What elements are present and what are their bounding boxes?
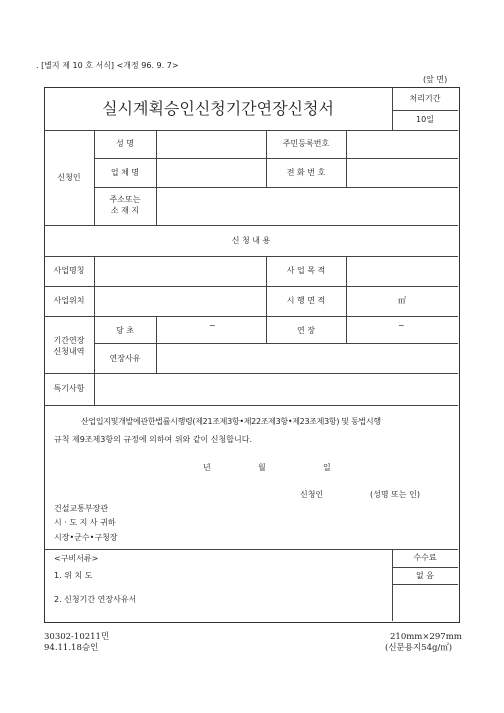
area-label: 시 행 면 적 <box>286 296 326 305</box>
rule <box>94 130 95 225</box>
rule <box>392 584 458 585</box>
remarks-label: 특기사항 <box>53 384 85 393</box>
form-number: . [별지 제 10 호 서식] <개정 96. 9. 7> <box>36 61 179 70</box>
approval-date: 94.11.18승인 <box>44 643 99 653</box>
rule <box>44 286 458 287</box>
addressee-governor: 시 · 도 지 사 귀하 <box>54 518 116 527</box>
project-purpose-field[interactable] <box>348 258 456 284</box>
extension-period-separator: ~ <box>398 321 405 330</box>
date-day-label: 일 <box>323 463 331 472</box>
request-content-header: 신 청 내 용 <box>231 236 271 245</box>
rule <box>392 567 458 568</box>
paper-size: 210mm×297mm <box>390 632 462 642</box>
paper-type: (신문용지54g/㎡) <box>385 643 453 653</box>
required-document-1: 1. 위 치 도 <box>54 571 93 580</box>
date-year-label: 년 <box>203 463 211 472</box>
rule <box>44 130 458 131</box>
rule <box>392 549 393 621</box>
area-unit: ㎡ <box>398 296 406 305</box>
extension-section-label-line2: 신청내역 <box>53 347 85 356</box>
extension-section-label-line1: 기간연장 <box>53 336 85 345</box>
signer-label: 신청인 <box>300 490 324 499</box>
rule <box>44 549 458 550</box>
project-name-label: 사업명칭 <box>53 266 85 275</box>
statement-line2: 규칙 제9조제3항의 규정에 의하여 위와 같이 신청합니다. <box>54 435 252 444</box>
date-month-label: 월 <box>258 463 266 472</box>
rule <box>94 343 458 344</box>
rule <box>94 256 95 405</box>
remarks-field[interactable] <box>96 375 456 403</box>
address-label-line1: 주소또는 <box>109 195 141 204</box>
address-field[interactable] <box>158 189 456 223</box>
rule <box>94 187 458 188</box>
statement-line1: 산업입지및개발에관한법률시행령(제21조제3항•제22조제3항•제23조제3항) 및 동법시행 <box>81 417 381 426</box>
rule <box>156 316 157 373</box>
applicant-section-label: 신청인 <box>57 173 81 182</box>
original-period-label: 당 초 <box>116 326 134 335</box>
addressee-minister: 건설교통부장관 <box>54 504 109 513</box>
rule <box>44 373 458 374</box>
signer-note: (성명 또는 인) <box>370 490 420 499</box>
business-name-label: 업 체 명 <box>110 168 140 177</box>
resident-number-field[interactable] <box>348 132 456 156</box>
rule <box>156 130 157 225</box>
rule <box>44 405 458 406</box>
required-document-2: 2. 신청기간 연장사유서 <box>54 595 137 604</box>
fee-label: 수수료 <box>413 553 437 562</box>
processing-period-label: 처리기간 <box>409 94 441 103</box>
rule <box>44 256 458 257</box>
front-side-label: (앞 면) <box>423 75 448 84</box>
rule <box>266 130 267 187</box>
form-title: 실시계획승인신청기간연장신청서 <box>102 99 334 118</box>
rule <box>44 316 458 317</box>
extension-period-label: 연 장 <box>297 326 315 335</box>
rule <box>94 158 458 159</box>
resident-number-label: 주민등록번호 <box>282 139 330 148</box>
name-label: 성 명 <box>116 139 134 148</box>
fee-value: 없 음 <box>416 571 434 580</box>
rule <box>346 256 347 343</box>
form-code: 30302-10211민 <box>44 632 110 642</box>
phone-label: 전 화 번 호 <box>286 168 326 177</box>
rule <box>392 110 458 111</box>
project-name-field[interactable] <box>96 258 264 284</box>
rule <box>346 130 347 187</box>
address-label-line2: 소 재 지 <box>110 206 140 215</box>
project-purpose-label: 사 업 목 적 <box>286 266 326 275</box>
name-field[interactable] <box>158 132 264 156</box>
original-period-separator: ~ <box>209 321 216 330</box>
rule <box>44 225 458 226</box>
processing-period-value: 10일 <box>416 115 434 124</box>
addressee-mayor: 시장•군수•구청장 <box>54 533 118 542</box>
required-documents-header: <구비서류> <box>54 554 99 563</box>
project-location-label: 사업위치 <box>53 296 85 305</box>
project-location-field[interactable] <box>96 288 264 314</box>
rule <box>392 87 393 130</box>
extension-reason-field[interactable] <box>158 345 456 371</box>
phone-field[interactable] <box>348 160 456 185</box>
extension-reason-label: 연장사유 <box>109 354 141 363</box>
business-name-field[interactable] <box>158 160 264 185</box>
rule <box>266 256 267 343</box>
